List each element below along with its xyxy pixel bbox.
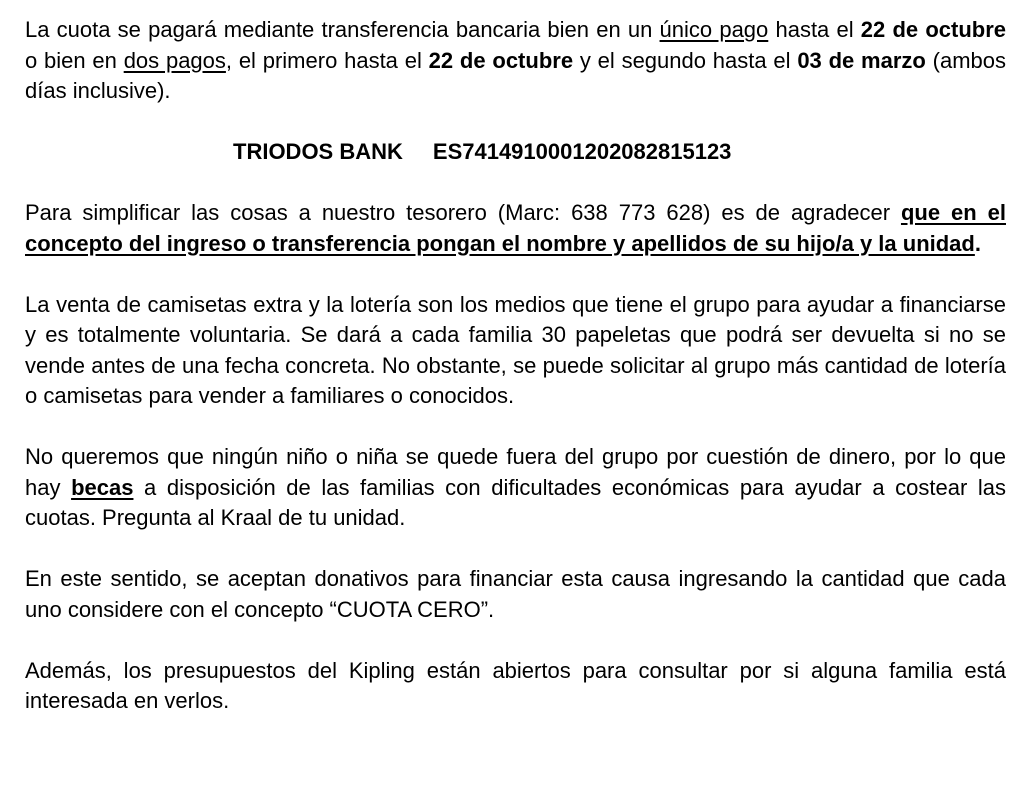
scholarship-paragraph: No queremos que ningún niño o niña se quede fuera del grupo por cuestión de dinero, por lo que hay becas a disposición de las familias con dificultades económicas para ayudar a costear las cuotas. Pregunta al Kraal de tu unidad. — [25, 444, 1006, 530]
concept-instruction: que en el concepto del ingreso o transferencia pongan el nombre y apellidos de su hijo/a y la unidad — [25, 200, 1006, 256]
bank-iban: ES7414910001202082815123 — [432, 139, 732, 164]
two-payments-term: dos pagos — [123, 47, 226, 73]
bank-account-line — [25, 137, 1006, 168]
first-deadline: 22 de octubre — [860, 17, 1006, 42]
scholarship-term: becas — [71, 474, 134, 500]
payment-paragraph: La cuota se pagará mediante transferencia bancaria bien en un único pago hasta el 22 de octubre o bien en dos pagos, el primero hasta el 22 de octubre y el segundo hasta el 03 de marzo (ambos días inclusive). — [25, 17, 1007, 103]
bank-name: TRIODOS BANK — [233, 139, 403, 164]
payment-text: La cuota se pagará mediante transferencia bancaria bien en un — [25, 17, 660, 42]
budget-paragraph: Además, los presupuestos del Kipling están abiertos para consultar por si alguna familia está interesada en verlos. — [25, 657, 1006, 713]
fundraising-paragraph: La venta de camisetas extra y la lotería son los medios que tiene el grupo para ayudar a financiarse y es totalmente voluntaria. Se dará a cada familia 30 papeletas que podrá ser devuelta si no se vende antes de una fecha concreta. No obstante, se puede solicitar al grupo más cantidad de lotería o camisetas para vender a familiares o conocidos. — [25, 291, 1006, 408]
concept-text: Para simplificar las cosas a nuestro tesorero (Marc: 638 773 628) es de agradecer — [25, 200, 901, 225]
single-payment-term: único pago — [659, 17, 769, 42]
first-installment-deadline: 22 de octubre — [428, 47, 574, 73]
document-page — [25, 15, 1006, 717]
donations-paragraph: En este sentido, se aceptan donativos para financiar esta causa ingresando la cantidad que cada uno considere con el concepto “CUOTA CERO”. — [25, 566, 1006, 622]
second-installment-deadline: 03 de marzo — [797, 47, 926, 73]
concept-paragraph: Para simplificar las cosas a nuestro tesorero (Marc: 638 773 628) es de agradecer que en el concepto del ingreso o transferencia pongan el nombre y apellidos de su hijo/a y la unidad. — [25, 200, 1006, 256]
scholarship-text: No queremos que ningún niño o niña se quede fuera del grupo por cuestión de dinero, por lo que hay — [25, 444, 1006, 500]
